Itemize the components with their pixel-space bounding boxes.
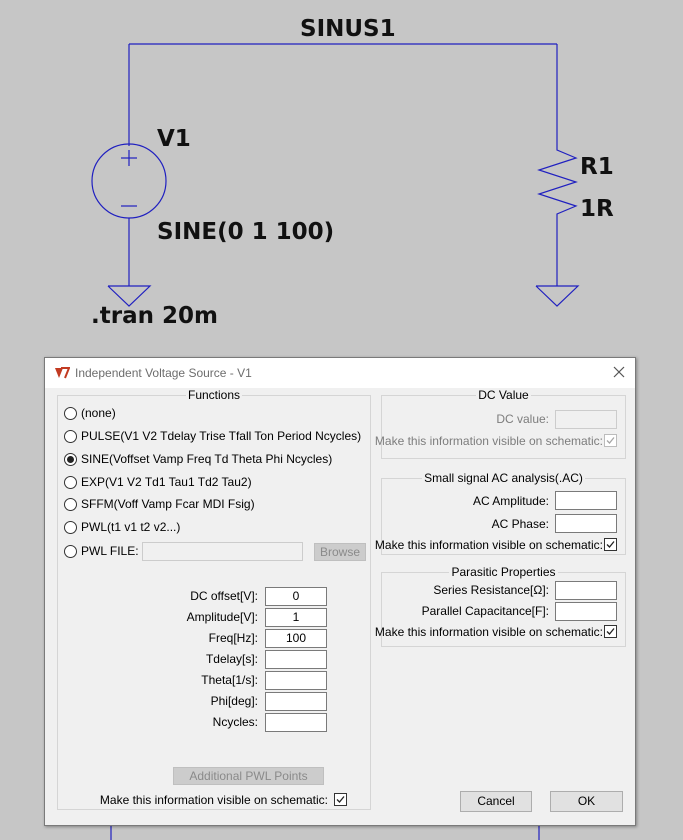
param-label-ncycles: Ncycles: [212,715,258,729]
dc-visible-label: Make this information visible on schematic: [374,434,603,448]
dc-value-group-title: DC Value [478,388,529,402]
radio-sffm[interactable] [64,496,255,512]
close-icon[interactable] [611,364,627,380]
title-bar [45,358,635,388]
radio-button[interactable] [64,521,77,534]
ac-phase-input[interactable] [555,514,617,533]
param-label-theta: Theta[1/s]: [201,673,258,687]
radio-pwl[interactable] [64,519,180,535]
phi-input[interactable] [265,692,327,711]
checkmark-icon [605,539,616,550]
source-name[interactable]: V1 [157,126,191,152]
radio-button[interactable] [64,498,77,511]
parasitic-group-title: Parasitic Properties [451,565,556,579]
radio-button-checked[interactable] [64,453,77,466]
functions-group [57,388,371,810]
radio-pwl-file[interactable] [64,543,139,559]
checkmark-icon [605,626,616,637]
ltspice-app-icon [54,365,70,381]
radio-sine[interactable] [64,451,332,467]
parallel-capacitance-label: Parallel Capacitance[F]: [421,604,549,618]
radio-label: SINE(Voffset Vamp Freq Td Theta Phi Ncycles) [81,452,333,466]
functions-visible-label: Make this information visible on schematic: [99,793,328,807]
theta-input[interactable] [265,671,327,690]
resistor-name[interactable]: R1 [580,154,614,180]
ac-analysis-group [374,471,626,555]
source-value[interactable]: SINE(0 1 100) [157,219,335,245]
ncycles-input[interactable] [265,713,327,732]
radio-label: EXP(V1 V2 Td1 Tau1 Td2 Tau2) [81,475,252,489]
series-resistance-label: Series Resistance[Ω]: [433,583,549,597]
parasitic-visible-label: Make this information visible on schematic: [374,625,603,639]
checkmark-icon [605,435,616,446]
ac-visible-checkbox[interactable] [604,538,617,551]
net-label[interactable]: SINUS1 [300,16,396,42]
ac-phase-label: AC Phase: [491,517,549,531]
dc-offset-input[interactable]: 0 [265,587,327,606]
dc-value-group [374,388,626,459]
ac-amplitude-label: AC Amplitude: [472,494,549,508]
functions-group-title: Functions [187,388,241,402]
parallel-capacitance-input[interactable] [555,602,617,621]
radio-button[interactable] [64,545,77,558]
pwl-file-input[interactable] [142,542,303,561]
param-label-freq: Freq[Hz]: [208,631,258,645]
radio-pulse[interactable] [64,428,361,444]
browse-button[interactable]: Browse [314,543,366,561]
radio-button[interactable] [64,476,77,489]
radio-none[interactable] [64,405,116,421]
radio-button[interactable] [64,430,77,443]
radio-button[interactable] [64,407,77,420]
radio-label: PWL FILE: [81,544,139,558]
spice-directive[interactable]: .tran 20m [91,303,218,329]
param-label-tdelay: Tdelay[s]: [205,652,258,666]
ok-button[interactable]: OK [550,791,623,812]
radio-exp[interactable] [64,474,252,490]
radio-label: (none) [81,406,116,420]
cancel-button[interactable]: Cancel [460,791,532,812]
dialog-title: Independent Voltage Source - V1 [75,366,252,380]
parasitic-group [374,565,626,647]
radio-label: PWL(t1 v1 t2 v2...) [81,520,181,534]
param-label-amplitude: Amplitude[V]: [186,610,258,624]
dc-value-label: DC value: [496,412,549,426]
radio-label: SFFM(Voff Vamp Fcar MDI Fsig) [81,497,255,511]
radio-label: PULSE(V1 V2 Tdelay Trise Tfall Ton Period Ncycles) [81,429,362,443]
ac-group-title: Small signal AC analysis(.AC) [424,471,583,485]
voltage-source-dialog [44,357,636,826]
param-label-dc-offset: DC offset[V]: [190,589,258,603]
checkmark-icon [335,794,346,805]
resistor-symbol[interactable] [539,146,576,218]
dc-visible-checkbox[interactable] [604,434,617,447]
tdelay-input[interactable] [265,650,327,669]
ac-amplitude-input[interactable] [555,491,617,510]
ground-symbol-right[interactable] [536,286,578,306]
dc-value-input[interactable] [555,410,617,429]
amplitude-input[interactable]: 1 [265,608,327,627]
resistor-value[interactable]: 1R [580,196,614,222]
param-label-phi: Phi[deg]: [210,694,258,708]
parasitic-visible-checkbox[interactable] [604,625,617,638]
series-resistance-input[interactable] [555,581,617,600]
additional-pwl-points-button[interactable]: Additional PWL Points [173,767,324,785]
freq-input[interactable]: 100 [265,629,327,648]
ac-visible-label: Make this information visible on schematic: [374,538,603,552]
functions-visible-checkbox[interactable] [334,793,347,806]
